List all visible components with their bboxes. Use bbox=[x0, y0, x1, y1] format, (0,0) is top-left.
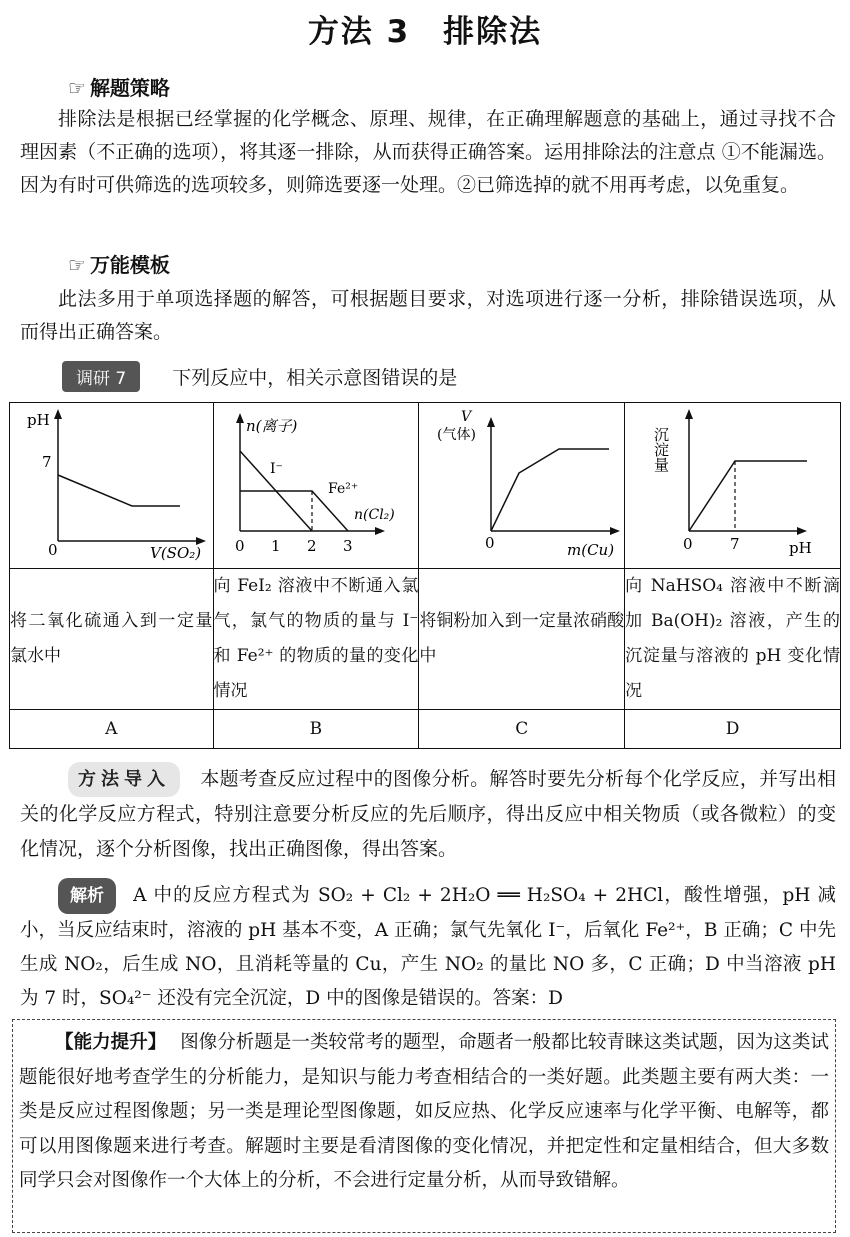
graph-c-cell bbox=[419, 403, 625, 569]
graph-a-ylabel: pH bbox=[27, 411, 50, 429]
page-title: 方法 3 排除法 bbox=[307, 14, 543, 50]
graph-d-xlabel: pH bbox=[789, 539, 812, 557]
graph-b-tick-0: 0 bbox=[234, 537, 245, 555]
graph-b-curve-i: I⁻ bbox=[269, 461, 283, 477]
template-heading-label: 万能模板 bbox=[89, 253, 170, 277]
graph-c-ylabel-gas: (气体) bbox=[437, 427, 477, 443]
graph-b-xlabel: n(Cl₂) bbox=[353, 507, 395, 523]
pointing-hand-icon: ☞ bbox=[68, 76, 86, 100]
graph-b-curve-fe: Fe²⁺ bbox=[327, 481, 358, 497]
ability-content bbox=[13, 1020, 835, 1199]
strategy-heading-label: 解题策略 bbox=[89, 76, 170, 100]
option-d-desc: 向 NaHSO₄ 溶液中不断滴加 Ba(OH)₂ 溶液，产生的沉淀量与溶液的 pH 变化情况 bbox=[625, 569, 841, 710]
option-b-letter: B bbox=[213, 710, 419, 749]
graph-d-tick-0: 0 bbox=[683, 535, 693, 553]
graph-a-cell bbox=[10, 403, 214, 569]
graph-d-tick-7: 7 bbox=[730, 535, 740, 553]
graph-d-ylabel: 沉淀量 bbox=[652, 427, 671, 472]
graph-a-xlabel: V(SO₂) bbox=[150, 544, 202, 562]
graph-c bbox=[419, 403, 623, 563]
graph-a bbox=[10, 403, 210, 563]
graph-a-origin: 0 bbox=[48, 541, 58, 559]
graph-b-cell bbox=[213, 403, 419, 569]
graph-c-xlabel: m(Cu) bbox=[567, 541, 615, 559]
graph-b-tick-1: 1 bbox=[270, 537, 281, 555]
strategy-heading bbox=[68, 72, 170, 101]
analysis-label: 解析 bbox=[58, 878, 116, 914]
question-badge: 调研 7 bbox=[62, 361, 140, 392]
pointing-hand-icon: ☞ bbox=[68, 253, 86, 277]
question-line bbox=[62, 361, 457, 392]
graph-b-tick-2: 2 bbox=[306, 537, 317, 555]
graph-b-ylabel: n(离子) bbox=[245, 417, 297, 435]
graph-d bbox=[625, 403, 839, 563]
option-d-letter: D bbox=[625, 710, 841, 749]
option-a-letter: A bbox=[10, 710, 214, 749]
template-heading bbox=[68, 249, 170, 278]
option-c-letter: C bbox=[419, 710, 625, 749]
analysis bbox=[20, 878, 836, 1016]
ability-text: 图像分析题是一类较常考的题型，命题者一般都比较青睐这类试题，因为这类试题能很好地考查学生的分析能力，是知识与能力考查相结合的一类好题。此类题主要有两大类：一类是反应过程图像题；另一类是理论型图像题，如反应热、化学反应速率与化学平衡、电解等，都可以用图像题来进行考查。解题时主要是看清图像的变化情况，并把定性和定量相结合，但大多数同学只会对图像作一个大体上的分析，不会进行定量分析，从而导致错解。 bbox=[19, 1032, 829, 1191]
option-c-desc: 将铜粉加入到一定量浓硝酸中 bbox=[419, 569, 625, 710]
graph-c-ylabel-v: V bbox=[461, 409, 472, 425]
strategy-paragraph: 排除法是根据已经掌握的化学概念、原理、规律，在正确理解题意的基础上，通过寻找不合理因素（不正确的选项），将其逐一排除，从而获得正确答案。运用排除法的注意点 ①不能漏选。因为有时可供筛选的选项较多，则筛选要逐一处理。②已筛选掉的就不用再考虑，以免重复。 bbox=[20, 108, 836, 196]
graph-b bbox=[214, 403, 418, 563]
option-a-desc: 将二氧化硫通入到一定量氯水中 bbox=[10, 569, 214, 710]
analysis-text: A 中的反应方程式为 SO₂ + Cl₂ + 2H₂O ══ H₂SO₄ + 2HCl，酸性增强，pH 减小，当反应结束时，溶液的 pH 基本不变，A 正确；氯气先氧化 I⁻，后氧化 Fe²⁺，B 正确；C 中先生成 NO₂，后生成 NO，且消耗等量的 Cu，产生 NO₂ 的量比 NO 多，C 正确；D 中当溶液 pH 为 7 时，SO₄²⁻ 还没有完全沉淀，D 中的图像是错误的。答案：D bbox=[20, 885, 836, 1009]
method-guide-label: 方法导入 bbox=[68, 762, 180, 797]
template-paragraph: 此法多用于单项选择题的解答，可根据题目要求，对选项进行逐一分析，排除错误选项，从而得出正确答案。 bbox=[20, 288, 836, 343]
graph-c-origin: 0 bbox=[485, 534, 495, 552]
graph-d-cell bbox=[625, 403, 841, 569]
graph-a-ytick: 7 bbox=[42, 453, 52, 471]
ability-box bbox=[12, 1019, 836, 1233]
graph-b-tick-3: 3 bbox=[342, 537, 353, 555]
options-table bbox=[9, 402, 841, 749]
question-stem: 下列反应中，相关示意图错误的是 bbox=[172, 367, 458, 389]
method-guide bbox=[20, 762, 836, 867]
ability-label: 【能力提升】 bbox=[55, 1032, 167, 1053]
option-b-desc: 向 FeI₂ 溶液中不断通入氯气，氯气的物质的量与 I⁻ 和 Fe²⁺ 的物质的量的变化情况 bbox=[213, 569, 419, 710]
method-guide-text: 本题考查反应过程中的图像分析。解答时要先分析每个化学反应，并写出相关的化学反应方程式，特别注意要分析反应的先后顺序，得出反应中相关物质（或各微粒）的变化情况，逐个分析图像，找出正确图像，得出答案。 bbox=[20, 768, 836, 860]
